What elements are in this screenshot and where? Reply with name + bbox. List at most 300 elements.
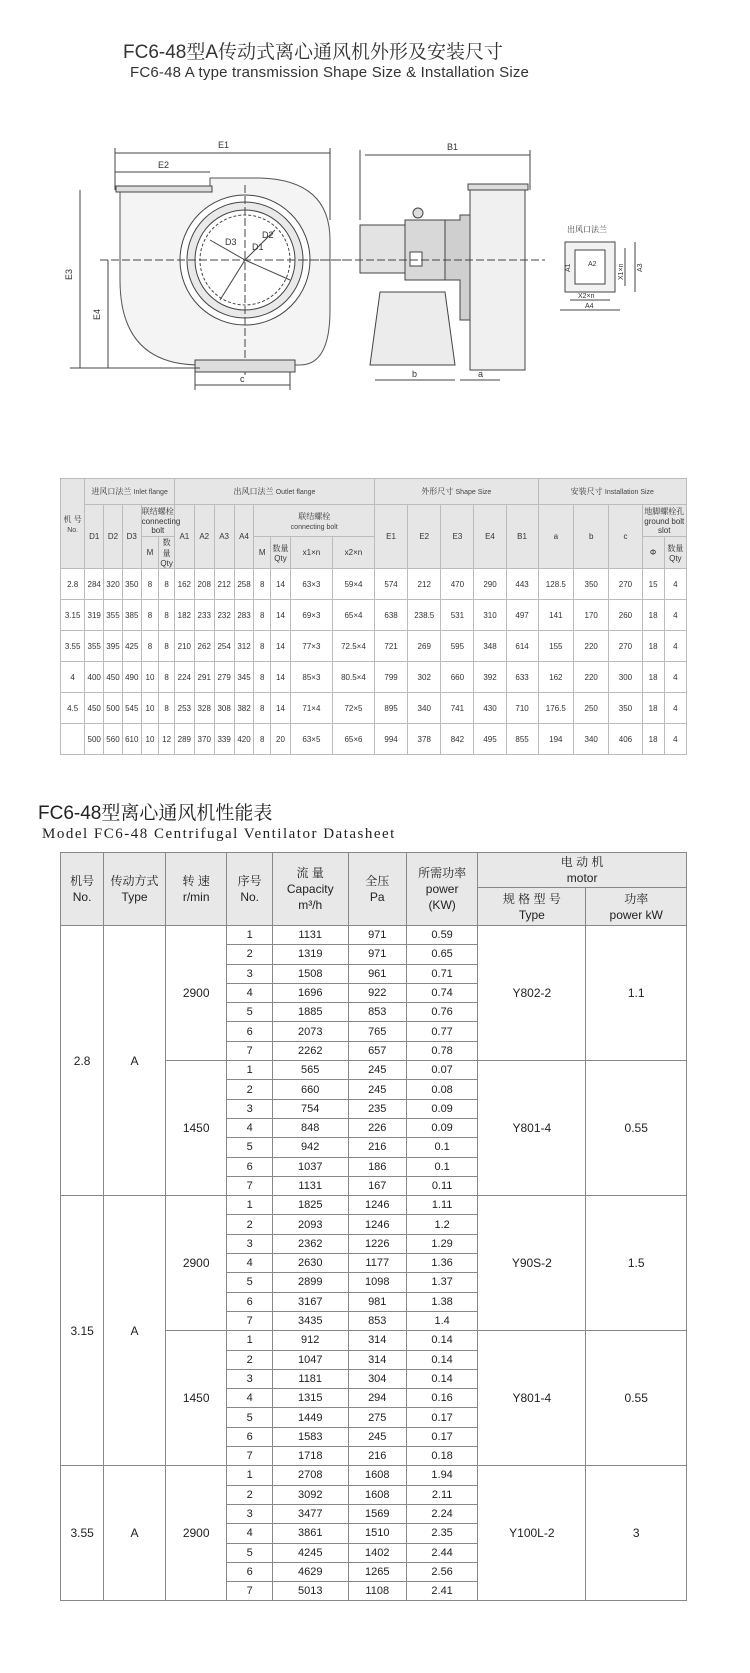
dim-cell: 63×3 (290, 569, 332, 600)
dim-cell: 531 (441, 600, 474, 631)
dim-cell: 741 (441, 693, 474, 724)
dim-cell: 710 (506, 693, 538, 724)
dim-h-M2: M (254, 537, 271, 569)
perf-capacity: 2708 (272, 1466, 348, 1485)
dim-cell: 269 (408, 631, 441, 662)
dim-cell: 194 (538, 724, 573, 755)
perf-power: 0.11 (406, 1176, 477, 1195)
perf-speed: 2900 (165, 926, 227, 1061)
perf-pressure: 765 (348, 1022, 406, 1041)
perf-power: 0.65 (406, 945, 477, 964)
perf-pressure: 186 (348, 1157, 406, 1176)
label-B1: B1 (447, 142, 459, 152)
dim-cell: 253 (174, 693, 194, 724)
motor (360, 225, 405, 273)
dim-cell: 302 (408, 662, 441, 693)
dim-cell: 395 (104, 631, 123, 662)
dim-cell: 500 (104, 693, 123, 724)
dim-cell: 406 (609, 724, 642, 755)
dim-cell: 270 (609, 631, 642, 662)
perf-pressure: 1402 (348, 1543, 406, 1562)
dim-cell: 208 (194, 569, 214, 600)
perf-h-motor-power: 功率 power kW (586, 888, 687, 926)
dim-cell: 14 (271, 569, 291, 600)
perf-fan-no: 3.15 (61, 1196, 104, 1466)
dim-cell: 420 (234, 724, 254, 755)
perf-pressure: 1246 (348, 1215, 406, 1234)
dimension-table (60, 478, 687, 755)
dim-cell: 65×6 (332, 724, 374, 755)
perf-seq: 2 (227, 1485, 272, 1504)
perf-capacity: 3167 (272, 1292, 348, 1311)
label-D1: D1 (252, 242, 264, 252)
perf-seq: 2 (227, 1215, 272, 1234)
dim-cell: 128.5 (538, 569, 573, 600)
perf-h-pressure: 全压 Pa (348, 853, 406, 926)
perf-power: 2.56 (406, 1562, 477, 1581)
perf-motor-power: 1.1 (586, 926, 687, 1061)
dim-h-D2: D2 (104, 505, 123, 569)
perf-pressure: 1569 (348, 1504, 406, 1523)
perf-seq: 1 (227, 1196, 272, 1215)
perf-power: 2.41 (406, 1582, 477, 1601)
perf-pressure: 275 (348, 1408, 406, 1427)
dim-cell: 4.5 (61, 693, 85, 724)
dim-h-E3: E3 (441, 505, 474, 569)
dim-install-size: 安装尺寸 Installation Size (538, 479, 686, 505)
perf-pressure: 1098 (348, 1273, 406, 1292)
dim-cell: 574 (375, 569, 408, 600)
label-E1: E1 (218, 140, 230, 150)
perf-speed: 2900 (165, 1466, 227, 1601)
perf-power: 0.18 (406, 1447, 477, 1466)
perf-pressure: 981 (348, 1292, 406, 1311)
perf-power: 0.78 (406, 1041, 477, 1060)
dim-cell: 340 (408, 693, 441, 724)
perf-pressure: 922 (348, 983, 406, 1002)
dim-cell: 348 (474, 631, 506, 662)
perf-power: 0.09 (406, 1118, 477, 1137)
dim-cell: 233 (194, 600, 214, 631)
dim-cell: 8 (141, 569, 159, 600)
perf-seq: 6 (227, 1562, 272, 1581)
dim-cell: 63×5 (290, 724, 332, 755)
perf-capacity: 565 (272, 1061, 348, 1080)
perf-power: 0.14 (406, 1331, 477, 1350)
perf-capacity: 1449 (272, 1408, 348, 1427)
dim-outlet-flange: 出风口法兰 Outlet flange (174, 479, 374, 505)
perf-motor-type: Y100L-2 (478, 1466, 586, 1601)
dim-cell: 8 (254, 600, 271, 631)
dim-h-D1: D1 (85, 505, 104, 569)
perf-capacity: 660 (272, 1080, 348, 1099)
dim-cell: 270 (609, 569, 642, 600)
dim-cell: 162 (538, 662, 573, 693)
dim-cell: 8 (254, 693, 271, 724)
dim-cell: 14 (271, 693, 291, 724)
dim-cell: 4 (664, 662, 686, 693)
perf-seq: 5 (227, 1408, 272, 1427)
perf-pressure: 216 (348, 1138, 406, 1157)
dim-cell: 71×4 (290, 693, 332, 724)
dim-cell: 141 (538, 600, 573, 631)
perf-capacity: 2630 (272, 1254, 348, 1273)
label-c: c (240, 374, 245, 384)
perf-pressure: 853 (348, 1003, 406, 1022)
perf-power: 0.14 (406, 1369, 477, 1388)
dim-cell: 385 (122, 600, 141, 631)
perf-capacity: 3092 (272, 1485, 348, 1504)
perf-speed: 1450 (165, 1061, 227, 1196)
perf-power: 1.36 (406, 1254, 477, 1273)
perf-pressure: 235 (348, 1099, 406, 1118)
dim-cell: 262 (194, 631, 214, 662)
perf-seq: 1 (227, 1331, 272, 1350)
perf-speed: 2900 (165, 1196, 227, 1331)
perf-pressure: 1246 (348, 1196, 406, 1215)
label-E4: E4 (92, 308, 102, 320)
dim-h-E1: E1 (375, 505, 408, 569)
perf-table-row (61, 1466, 687, 1485)
perf-h-type: 传动方式 Type (104, 853, 166, 926)
dim-cell: 18 (642, 631, 664, 662)
dim-h-c: c (609, 505, 642, 569)
dim-cell: 450 (85, 693, 104, 724)
dim-cell: 283 (234, 600, 254, 631)
dim-cell: 355 (104, 600, 123, 631)
dim-cell: 260 (609, 600, 642, 631)
perf-pressure: 1608 (348, 1466, 406, 1485)
perf-power: 0.1 (406, 1138, 477, 1157)
perf-motor-power: 0.55 (586, 1331, 687, 1466)
dim-cell: 8 (141, 600, 159, 631)
perf-h-speed: 转 速 r/min (165, 853, 227, 926)
dim-cell: 350 (122, 569, 141, 600)
perf-power: 0.17 (406, 1427, 477, 1446)
dim-cell: 8 (159, 662, 175, 693)
drawing-title-en: FC6-48 A type transmission Shape Size & Installation Size (130, 64, 530, 81)
perf-pressure: 971 (348, 945, 406, 964)
dim-cell: 155 (538, 631, 573, 662)
perf-pressure: 1510 (348, 1524, 406, 1543)
perf-power: 0.59 (406, 926, 477, 945)
perf-power: 0.77 (406, 1022, 477, 1041)
perf-seq: 5 (227, 1543, 272, 1562)
dim-cell: 495 (474, 724, 506, 755)
dim-h-E2: E2 (408, 505, 441, 569)
dim-cell: 500 (85, 724, 104, 755)
dim-cell: 12 (159, 724, 175, 755)
perf-pressure: 294 (348, 1389, 406, 1408)
perf-fan-no: 3.55 (61, 1466, 104, 1601)
perf-power: 0.1 (406, 1157, 477, 1176)
dim-h-qty3: 数量 Qty (664, 537, 686, 569)
dim-cell: 545 (122, 693, 141, 724)
dim-h-B1: B1 (506, 505, 538, 569)
perf-capacity: 848 (272, 1118, 348, 1137)
dim-cell: 4 (61, 662, 85, 693)
perf-pressure: 961 (348, 964, 406, 983)
dim-cell: 855 (506, 724, 538, 755)
perf-seq: 7 (227, 1582, 272, 1601)
perf-capacity: 1508 (272, 964, 348, 983)
perf-power: 0.08 (406, 1080, 477, 1099)
perf-pressure: 1265 (348, 1562, 406, 1581)
dim-cell: 77×3 (290, 631, 332, 662)
dim-cell: 425 (122, 631, 141, 662)
fan-outline-drawing (0, 120, 750, 440)
dim-cell: 310 (474, 600, 506, 631)
dim-cell: 220 (574, 631, 609, 662)
perf-capacity: 1885 (272, 1003, 348, 1022)
perf-pressure: 314 (348, 1331, 406, 1350)
label-A1: A1 (565, 263, 572, 272)
perf-drive-type: A (104, 1196, 166, 1466)
perf-motor-power: 0.55 (586, 1061, 687, 1196)
dim-cell: 10 (141, 693, 159, 724)
perf-capacity: 2093 (272, 1215, 348, 1234)
dim-cell: 633 (506, 662, 538, 693)
dim-cell: 8 (159, 569, 175, 600)
perf-power: 0.07 (406, 1061, 477, 1080)
dim-cell: 182 (174, 600, 194, 631)
dim-cell: 355 (85, 631, 104, 662)
perf-power: 1.4 (406, 1311, 477, 1330)
perf-capacity: 4629 (272, 1562, 348, 1581)
dim-cell: 59×4 (332, 569, 374, 600)
dim-cell: 8 (254, 631, 271, 662)
dim-cell: 4 (664, 693, 686, 724)
label-E2: E2 (158, 160, 170, 170)
perf-h-capacity: 流 量 Capacity m³/h (272, 853, 348, 926)
dim-cell: 4 (664, 724, 686, 755)
dim-cell: 20 (271, 724, 291, 755)
perf-pressure: 167 (348, 1176, 406, 1195)
dim-col-no: 机 号 No. (61, 479, 85, 569)
perf-seq: 4 (227, 1389, 272, 1408)
dim-cell: 18 (642, 724, 664, 755)
dim-shape-size: 外形尺寸 Shape Size (375, 479, 539, 505)
dim-cell: 3.55 (61, 631, 85, 662)
perf-power: 1.38 (406, 1292, 477, 1311)
dim-cell: 291 (194, 662, 214, 693)
dim-h-bolt: 联结螺栓 connecting bolt (141, 505, 174, 537)
dim-h-E4: E4 (474, 505, 506, 569)
perf-pressure: 304 (348, 1369, 406, 1388)
perf-h-power: 所需功率 power (KW) (406, 853, 477, 926)
perf-seq: 1 (227, 926, 272, 945)
perf-capacity: 5013 (272, 1582, 348, 1601)
perf-capacity: 1319 (272, 945, 348, 964)
dim-cell: 350 (574, 569, 609, 600)
perf-capacity: 1131 (272, 1176, 348, 1195)
dim-cell: 8 (254, 724, 271, 755)
perf-power: 0.71 (406, 964, 477, 983)
dim-cell: 8 (159, 600, 175, 631)
dim-cell: 14 (271, 631, 291, 662)
dim-cell: 4 (664, 631, 686, 662)
dim-cell: 345 (234, 662, 254, 693)
dim-cell: 18 (642, 600, 664, 631)
perf-seq: 6 (227, 1427, 272, 1446)
label-outlet-flange: 出风口法兰 (567, 225, 607, 234)
dim-cell: 284 (85, 569, 104, 600)
perf-power: 1.94 (406, 1466, 477, 1485)
dim-cell: 18 (642, 693, 664, 724)
perf-seq: 3 (227, 1099, 272, 1118)
perf-seq: 7 (227, 1176, 272, 1195)
dim-cell: 8 (159, 693, 175, 724)
label-E3: E3 (64, 268, 74, 280)
dim-cell: 85×3 (290, 662, 332, 693)
perf-capacity: 1583 (272, 1427, 348, 1446)
perf-h-seq: 序号 No. (227, 853, 272, 926)
perf-pressure: 314 (348, 1350, 406, 1369)
label-X2xn: X2×n (578, 293, 595, 300)
dim-cell: 210 (174, 631, 194, 662)
perf-table-row (61, 1196, 687, 1215)
dim-cell: 370 (194, 724, 214, 755)
dim-cell: 660 (441, 662, 474, 693)
perf-table-row (61, 926, 687, 945)
dim-h-x1: x1×n (290, 537, 332, 569)
perf-capacity: 1181 (272, 1369, 348, 1388)
dim-cell: 8 (159, 631, 175, 662)
perf-seq: 2 (227, 945, 272, 964)
perf-pressure: 853 (348, 1311, 406, 1330)
perf-power: 1.11 (406, 1196, 477, 1215)
dim-cell: 610 (122, 724, 141, 755)
dim-cell: 232 (214, 600, 234, 631)
perf-speed: 1450 (165, 1331, 227, 1466)
perf-power: 0.14 (406, 1350, 477, 1369)
perf-capacity: 1718 (272, 1447, 348, 1466)
perf-capacity: 1315 (272, 1389, 348, 1408)
label-D2: D2 (262, 230, 274, 240)
dim-cell: 212 (214, 569, 234, 600)
dim-cell: 220 (574, 662, 609, 693)
dim-cell: 170 (574, 600, 609, 631)
dim-cell: 72×5 (332, 693, 374, 724)
dim-cell: 224 (174, 662, 194, 693)
outlet-flange-top (116, 186, 212, 192)
perf-motor-type: Y801-4 (478, 1331, 586, 1466)
perf-capacity: 1047 (272, 1350, 348, 1369)
dim-cell: 638 (375, 600, 408, 631)
perf-capacity: 942 (272, 1138, 348, 1157)
label-D3: D3 (225, 237, 237, 247)
dim-cell: 430 (474, 693, 506, 724)
dim-cell: 289 (174, 724, 194, 755)
dim-table-row (61, 693, 687, 724)
dim-h-A3: A3 (214, 505, 234, 569)
perf-capacity: 4245 (272, 1543, 348, 1562)
perf-power: 0.74 (406, 983, 477, 1002)
dim-table-row (61, 569, 687, 600)
dim-table-row (61, 600, 687, 631)
dim-cell: 443 (506, 569, 538, 600)
perf-pressure: 216 (348, 1447, 406, 1466)
perf-seq: 4 (227, 1118, 272, 1137)
dim-cell: 8 (254, 569, 271, 600)
perf-seq: 6 (227, 1022, 272, 1041)
dim-h-A4: A4 (234, 505, 254, 569)
performance-table (60, 852, 687, 1601)
dim-table-row (61, 662, 687, 693)
perf-pressure: 657 (348, 1041, 406, 1060)
perf-drive-type: A (104, 1466, 166, 1601)
perf-seq: 3 (227, 1369, 272, 1388)
perf-seq: 5 (227, 1273, 272, 1292)
perf-seq: 2 (227, 1350, 272, 1369)
perf-pressure: 971 (348, 926, 406, 945)
perf-seq: 4 (227, 983, 272, 1002)
perf-title-cn: FC6-48型离心通风机性能表 (38, 803, 273, 824)
dim-cell: 339 (214, 724, 234, 755)
perf-seq: 7 (227, 1311, 272, 1330)
dim-cell: 162 (174, 569, 194, 600)
dim-h-ground-slot: 地脚螺栓孔 ground bolt slot (642, 505, 686, 537)
dim-h-A2: A2 (194, 505, 214, 569)
perf-fan-no: 2.8 (61, 926, 104, 1196)
dim-h-A1: A1 (174, 505, 194, 569)
perf-h-motor: 电 动 机 motor (478, 853, 687, 888)
label-a: a (478, 369, 484, 379)
perf-capacity: 1696 (272, 983, 348, 1002)
dim-h-phi: Φ (642, 537, 664, 569)
dim-cell: 8 (254, 662, 271, 693)
perf-power: 2.35 (406, 1524, 477, 1543)
dim-cell: 450 (104, 662, 123, 693)
label-X1xn: X1×n (618, 263, 625, 280)
dim-h-a: a (538, 505, 573, 569)
dim-cell: 378 (408, 724, 441, 755)
dim-cell: 470 (441, 569, 474, 600)
dim-cell: 14 (271, 662, 291, 693)
dim-cell: 319 (85, 600, 104, 631)
dim-h-x2: x2×n (332, 537, 374, 569)
perf-h-no: 机号 No. (61, 853, 104, 926)
perf-seq: 7 (227, 1447, 272, 1466)
dim-cell: 15 (642, 569, 664, 600)
perf-seq: 5 (227, 1138, 272, 1157)
perf-power: 2.11 (406, 1485, 477, 1504)
perf-capacity: 2073 (272, 1022, 348, 1041)
perf-capacity: 912 (272, 1331, 348, 1350)
perf-motor-power: 3 (586, 1466, 687, 1601)
dim-cell: 799 (375, 662, 408, 693)
perf-seq: 1 (227, 1061, 272, 1080)
perf-seq: 3 (227, 1504, 272, 1523)
label-b: b (412, 369, 418, 379)
perf-power: 0.16 (406, 1389, 477, 1408)
perf-seq: 1 (227, 1466, 272, 1485)
dim-cell: 4 (664, 600, 686, 631)
dim-cell: 320 (104, 569, 123, 600)
dim-table-row (61, 724, 687, 755)
perf-seq: 3 (227, 964, 272, 983)
perf-power: 2.24 (406, 1504, 477, 1523)
dim-h-M: M (141, 537, 159, 569)
perf-pressure: 1177 (348, 1254, 406, 1273)
dim-cell: 176.5 (538, 693, 573, 724)
perf-capacity: 3435 (272, 1311, 348, 1330)
perf-seq: 4 (227, 1254, 272, 1273)
perf-seq: 6 (227, 1292, 272, 1311)
dim-cell: 72.5×4 (332, 631, 374, 662)
perf-capacity: 754 (272, 1099, 348, 1118)
perf-power: 0.17 (406, 1408, 477, 1427)
